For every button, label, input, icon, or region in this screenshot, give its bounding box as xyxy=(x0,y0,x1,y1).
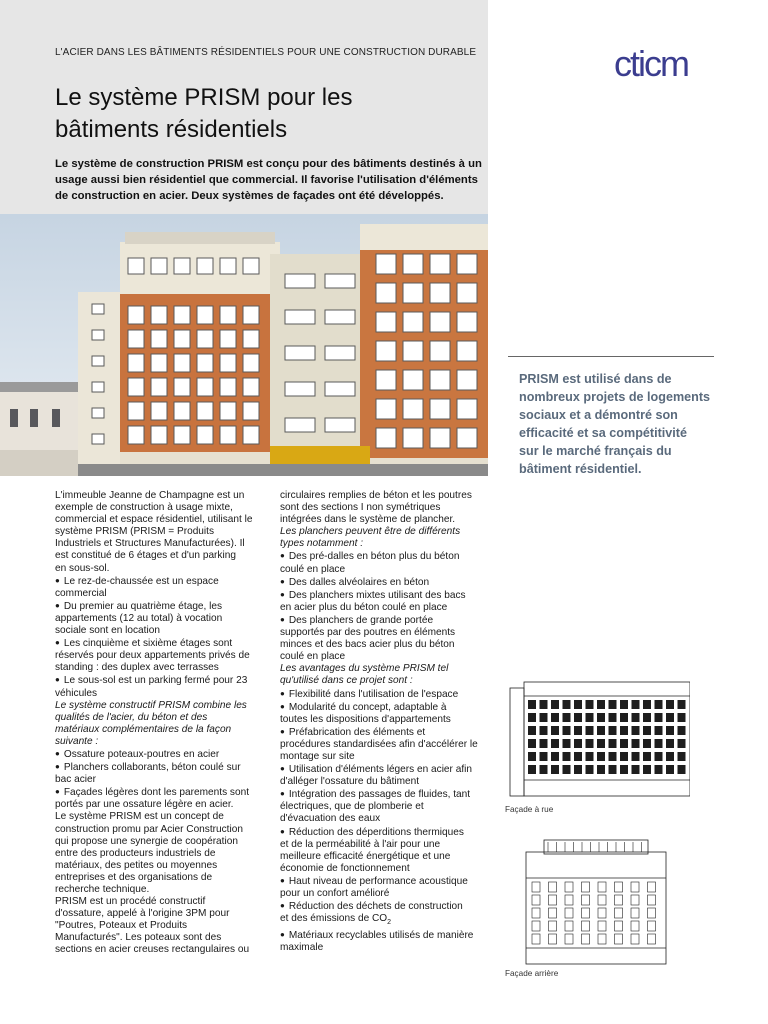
drawing-window xyxy=(643,713,651,722)
text-line: appartements (12 au total) à vocation xyxy=(55,612,223,624)
text-line: types notamment : xyxy=(280,538,364,550)
text-line: Industriels et Structures Manufacturées). Il xyxy=(55,538,245,550)
drawing-window xyxy=(540,726,548,735)
photo-window xyxy=(376,428,396,448)
drawing-window xyxy=(678,739,686,748)
pull-quote xyxy=(519,370,719,478)
text-line: économie de fonctionnement xyxy=(280,862,410,874)
drawing-window xyxy=(528,700,536,709)
drawing-window xyxy=(551,752,559,761)
drawing-window xyxy=(597,765,605,774)
bullet-line: ● Modularité du concept, adaptable à xyxy=(280,701,492,714)
drawing-window xyxy=(666,739,674,748)
photo-window xyxy=(151,354,167,372)
text-line: qualités de l'acier, du béton et des xyxy=(55,711,208,723)
text-line: entre des producteurs industriels de xyxy=(55,847,216,859)
photo-window xyxy=(174,354,190,372)
bullet-line: ● Du premier au quatrième étage, les xyxy=(55,600,267,613)
photo-window xyxy=(243,426,259,444)
photo-window xyxy=(197,258,213,274)
drawing-window xyxy=(586,700,594,709)
drawing-window xyxy=(632,752,640,761)
photo-window xyxy=(151,426,167,444)
photo-window xyxy=(128,306,144,324)
drawing-window xyxy=(563,713,571,722)
photo-window xyxy=(128,402,144,420)
text-line: commercial et espace résidentiel, utilisant le xyxy=(55,514,253,526)
photo-window xyxy=(220,402,236,420)
photo-window xyxy=(457,312,477,332)
drawing-window xyxy=(655,713,663,722)
photo-window xyxy=(92,356,104,366)
callout-line: sur le marché français du xyxy=(519,444,672,458)
drawing-window xyxy=(551,765,559,774)
photo-window xyxy=(457,341,477,361)
drawing-window xyxy=(678,700,686,709)
text-line: procédures standardisées afin d'accélérer le xyxy=(280,738,478,750)
photo-window xyxy=(174,330,190,348)
photo-window xyxy=(376,254,396,274)
bullet-line: ● Matériaux recyclables utilisés de manière xyxy=(280,929,492,942)
text-line: et de la perméabilité à l'air pour une xyxy=(280,838,441,850)
drawing-window xyxy=(563,726,571,735)
drawing-window xyxy=(632,726,640,735)
photo-window xyxy=(243,354,259,372)
drawing-window xyxy=(574,739,582,748)
bullet-line: ● Le sous-sol est un parking fermé pour 23 xyxy=(55,674,267,687)
photo-window xyxy=(128,354,144,372)
intro-line: Le système de construction PRISM est conçu pour des bâtiments destinés à un xyxy=(55,158,482,170)
drawing-window xyxy=(551,739,559,748)
photo-window xyxy=(457,370,477,390)
photo-window xyxy=(325,382,355,396)
photo-window xyxy=(174,378,190,396)
drawing-window xyxy=(551,713,559,722)
photo-window xyxy=(243,402,259,420)
drawing-window xyxy=(586,726,594,735)
drawing-window xyxy=(678,765,686,774)
text-line: sont des sections I non symétriques xyxy=(280,502,441,514)
photo-window xyxy=(92,408,104,418)
photo-window xyxy=(430,399,450,419)
drawing-window xyxy=(609,752,617,761)
building-photo xyxy=(0,214,488,476)
drawing-window xyxy=(666,713,674,722)
drawing-window xyxy=(574,765,582,774)
photo-window xyxy=(403,283,423,303)
drawing-window xyxy=(655,765,663,774)
text-line: circulaires remplies de béton et les poutres xyxy=(280,490,472,501)
caption-front: Façade à rue xyxy=(505,805,554,814)
drawing-window xyxy=(563,739,571,748)
photo-window xyxy=(285,418,315,432)
bullet-line: ● Les cinquième et sixième étages sont xyxy=(55,637,267,650)
cticm-logo xyxy=(614,44,718,84)
text-line: en sous-sol. xyxy=(55,562,110,574)
text-line: d'évacuation des eaux xyxy=(280,813,381,825)
photo-window xyxy=(285,310,315,324)
bullet-line: ● Préfabrication des éléments et xyxy=(280,726,492,739)
photo-window xyxy=(243,330,259,348)
photo-window xyxy=(457,428,477,448)
text-line: construction promu par Acier Construction xyxy=(55,823,243,835)
callout-line: nombreux projets de logements xyxy=(519,390,711,404)
photo-window xyxy=(128,330,144,348)
drawing-window xyxy=(620,752,628,761)
text-line: pour un confort amélioré xyxy=(280,888,390,899)
bullet-line: ● Planchers collaborants, béton coulé sur xyxy=(55,761,267,774)
photo-window xyxy=(92,434,104,444)
photo-window xyxy=(457,399,477,419)
drawing-window xyxy=(551,726,559,735)
bullet-line: ● Des pré-dalles en béton plus du béton xyxy=(280,550,492,563)
kicker: L'ACIER DANS LES BÂTIMENTS RÉSIDENTIELS POUR UNE CONSTRUCTION DURABLE xyxy=(55,47,477,58)
callout-line: sociaux et a démontré son xyxy=(519,408,678,422)
photo-window xyxy=(151,330,167,348)
text-line: matériaux, des petites ou moyennes xyxy=(55,859,218,871)
photo-window xyxy=(197,378,213,396)
drawing-window xyxy=(528,739,536,748)
drawing-window xyxy=(574,713,582,722)
text-line: maximale xyxy=(280,942,324,954)
text-line: toutes les dispositions d'appartements xyxy=(280,713,451,725)
intro-line: de construction en acier. Deux systèmes de façades ont été développés. xyxy=(55,190,444,202)
title-line: bâtiments résidentiels xyxy=(55,116,288,143)
text-line: Le système PRISM est un concept de xyxy=(55,811,224,823)
bullet-line: ● Réduction des déperditions thermiques xyxy=(280,826,492,839)
bullet-line: ● Façades légères dont les parements sont xyxy=(55,786,267,799)
photo-window xyxy=(92,330,104,340)
text-line: L'immeuble Jeanne de Champagne est un xyxy=(55,490,245,501)
drawing-window xyxy=(597,739,605,748)
drawing-window xyxy=(655,726,663,735)
photo-window xyxy=(174,402,190,420)
bullet-line: ● Des planchers de grande portée xyxy=(280,614,492,627)
text-line: recherche technique. xyxy=(55,884,150,895)
text-line: coulé en place xyxy=(280,563,346,575)
intro-line: usage aussi bien résidentiel que commercial. Il favorise l'utilisation d'éléments xyxy=(55,174,478,186)
drawing-window xyxy=(563,700,571,709)
callout-line: efficacité et sa compétitivité xyxy=(519,426,687,440)
text-line: en acier plus du béton coulé en place xyxy=(280,601,448,613)
body-column-left xyxy=(55,490,267,957)
text-line: réservés pour deux appartements privés de xyxy=(55,650,250,662)
drawing-window xyxy=(643,752,651,761)
photo-window xyxy=(403,312,423,332)
drawing-window xyxy=(655,700,663,709)
facade-rear-drawing xyxy=(508,838,690,966)
bullet-line: ● Utilisation d'éléments légers en acier afin xyxy=(280,763,492,776)
photo-window xyxy=(430,283,450,303)
drawing-window xyxy=(632,739,640,748)
text-line: système PRISM (PRISM = Produits xyxy=(55,526,215,538)
body-column-middle xyxy=(280,490,492,954)
bullet-line: ● Haut niveau de performance acoustique xyxy=(280,875,492,888)
photo-window xyxy=(285,274,315,288)
photo-window xyxy=(197,354,213,372)
photo-window xyxy=(220,354,236,372)
photo-window xyxy=(285,346,315,360)
photo-window xyxy=(128,378,144,396)
drawing-window xyxy=(609,739,617,748)
drawing-window xyxy=(528,713,536,722)
drawing-window xyxy=(574,700,582,709)
text-line: minces et des bacs acier plus du béton xyxy=(280,639,455,651)
photo-window xyxy=(376,341,396,361)
photo-window xyxy=(151,402,167,420)
text-line: est constitué de 6 étages et d'un parking xyxy=(55,550,236,562)
drawing-window xyxy=(551,700,559,709)
drawing-window xyxy=(574,726,582,735)
drawing-window xyxy=(586,765,594,774)
drawing-window xyxy=(643,739,651,748)
photo-window xyxy=(197,426,213,444)
text-line: sections en acier creuses rectangulaires ou xyxy=(55,944,250,956)
drawing-window xyxy=(597,726,605,735)
photo-window xyxy=(243,306,259,324)
photo-window xyxy=(128,258,144,274)
text-line: commercial xyxy=(55,587,107,599)
text-line: électriques, que de plomberie et xyxy=(280,801,424,813)
bullet-line: ● Réduction des déchets de construction xyxy=(280,900,492,913)
text-line: entreprises et des organisations de xyxy=(55,871,213,883)
photo-window xyxy=(430,428,450,448)
drawing-window xyxy=(666,752,674,761)
photo-window xyxy=(243,378,259,396)
photo-window xyxy=(403,399,423,419)
drawing-window xyxy=(620,765,628,774)
photo-window xyxy=(325,274,355,288)
photo-window xyxy=(243,258,259,274)
drawing-window xyxy=(643,700,651,709)
photo-window xyxy=(197,306,213,324)
photo-window xyxy=(174,258,190,274)
photo-window xyxy=(430,254,450,274)
text-line: montage sur site xyxy=(280,750,355,762)
drawing-window xyxy=(528,765,536,774)
drawing-window xyxy=(586,752,594,761)
photo-window xyxy=(403,341,423,361)
photo-window xyxy=(403,428,423,448)
drawing-window xyxy=(655,752,663,761)
drawing-window xyxy=(597,752,605,761)
text-line: Les planchers peuvent être de différents xyxy=(280,526,461,538)
drawing-window xyxy=(586,739,594,748)
drawing-window xyxy=(563,752,571,761)
text-line: suivante : xyxy=(55,735,99,747)
photo-window xyxy=(151,306,167,324)
photo-window xyxy=(92,382,104,392)
photo-window xyxy=(220,258,236,274)
photo-window xyxy=(92,304,104,314)
text-line: matériaux complémentaires de la façon xyxy=(55,723,232,735)
drawing-window xyxy=(563,765,571,774)
photo-window xyxy=(128,426,144,444)
photo-window xyxy=(220,330,236,348)
text-line: sociale sont en location xyxy=(55,625,160,637)
drawing-window xyxy=(620,713,628,722)
photo-window xyxy=(325,418,355,432)
drawing-window xyxy=(655,739,663,748)
text-line: d'alléger l'ossature du bâtiment xyxy=(280,776,420,788)
bullet-line: ● Le rez-de-chaussée est un espace xyxy=(55,575,267,588)
photo-window xyxy=(325,310,355,324)
drawing-window xyxy=(574,752,582,761)
text-line: supportés par des poutres en éléments xyxy=(280,627,456,639)
photo-window xyxy=(457,283,477,303)
drawing-window xyxy=(609,700,617,709)
drawing-window xyxy=(597,713,605,722)
text-line: Les avantages du système PRISM tel xyxy=(280,663,449,675)
photo-window xyxy=(220,426,236,444)
drawing-window xyxy=(597,700,605,709)
bullet-line: ● Ossature poteaux-poutres en acier xyxy=(55,748,267,761)
drawing-window xyxy=(678,713,686,722)
drawing-window xyxy=(678,752,686,761)
drawing-window xyxy=(540,765,548,774)
subscript: 2 xyxy=(387,919,392,927)
page-title xyxy=(55,82,475,146)
text-line: qui propose une synergie de coopération xyxy=(55,835,238,847)
text-line: coulé en place xyxy=(280,651,346,663)
photo-window xyxy=(376,399,396,419)
drawing-window xyxy=(643,765,651,774)
photo-window xyxy=(151,378,167,396)
drawing-window xyxy=(620,700,628,709)
text-line: meilleure efficacité énergétique et une xyxy=(280,850,451,862)
text-line: bac acier xyxy=(55,774,96,786)
text-line: Manufacturés". Les poteaux sont des xyxy=(55,932,222,944)
photo-window xyxy=(430,370,450,390)
text-line: exemple de construction à usage mixte, xyxy=(55,502,233,514)
logo-text: cticm xyxy=(614,44,688,84)
drawing-window xyxy=(540,700,548,709)
bullet-line: ● Des dalles alvéolaires en béton xyxy=(280,576,492,589)
photo-window xyxy=(197,330,213,348)
drawing-window xyxy=(528,752,536,761)
facade-street-drawing xyxy=(508,676,690,798)
drawing-window xyxy=(586,713,594,722)
title-line: Le système PRISM pour les xyxy=(55,84,353,111)
drawing-window xyxy=(540,713,548,722)
text-line: et des émissions de $CO_2$ xyxy=(280,913,392,927)
photo-window xyxy=(430,341,450,361)
drawing-window xyxy=(632,765,640,774)
photo-window xyxy=(403,370,423,390)
drawing-window xyxy=(609,726,617,735)
photo-window xyxy=(376,283,396,303)
photo-window xyxy=(220,306,236,324)
text-line: véhicules xyxy=(55,687,98,699)
drawing-window xyxy=(666,700,674,709)
intro-paragraph xyxy=(55,156,482,204)
photo-window xyxy=(403,254,423,274)
photo-window xyxy=(285,382,315,396)
drawing-window xyxy=(620,726,628,735)
drawing-window xyxy=(609,765,617,774)
drawing-window xyxy=(678,726,686,735)
drawing-window xyxy=(540,739,548,748)
drawing-window xyxy=(666,765,674,774)
text-line: Le système constructif PRISM combine les xyxy=(55,699,247,711)
text-line: d'ossature, appelé à l'origine 3PM pour xyxy=(55,908,230,920)
photo-window xyxy=(376,312,396,332)
photo-window xyxy=(457,254,477,274)
drawing-window xyxy=(632,713,640,722)
photo-window xyxy=(174,306,190,324)
photo-window xyxy=(325,346,355,360)
drawing-window xyxy=(666,726,674,735)
photo-window xyxy=(220,378,236,396)
callout-line: PRISM est utilisé dans de xyxy=(519,372,672,386)
photo-window xyxy=(151,258,167,274)
drawing-window xyxy=(528,726,536,735)
drawing-window xyxy=(540,752,548,761)
text-line: intégrées dans le système de plancher. xyxy=(280,514,456,526)
drawing-window xyxy=(643,726,651,735)
bullet-line: ● Flexibilité dans l'utilisation de l'espace xyxy=(280,688,492,701)
bullet-line: ● Des planchers mixtes utilisant des bacs xyxy=(280,589,492,602)
callout-rule xyxy=(508,356,714,357)
photo-window xyxy=(430,312,450,332)
photo-window xyxy=(197,402,213,420)
photo-window xyxy=(174,426,190,444)
text-line: PRISM est un procédé constructif xyxy=(55,896,206,908)
bullet-line: ● Intégration des passages de fluides, tant xyxy=(280,788,492,801)
drawing-window xyxy=(632,700,640,709)
text-line: "Poutres, Poteaux et Produits xyxy=(55,920,188,932)
drawing-window xyxy=(609,713,617,722)
drawing-window xyxy=(620,739,628,748)
text-line: portés par une ossature légère en acier. xyxy=(55,799,234,811)
photo-window xyxy=(376,370,396,390)
caption-rear: Façade arrière xyxy=(505,969,559,978)
callout-line: bâtiment résidentiel. xyxy=(519,462,642,476)
text-line: standing : des duplex avec terrasses xyxy=(55,662,219,674)
text-line: qu'utilisé dans ce projet sont : xyxy=(280,675,413,687)
